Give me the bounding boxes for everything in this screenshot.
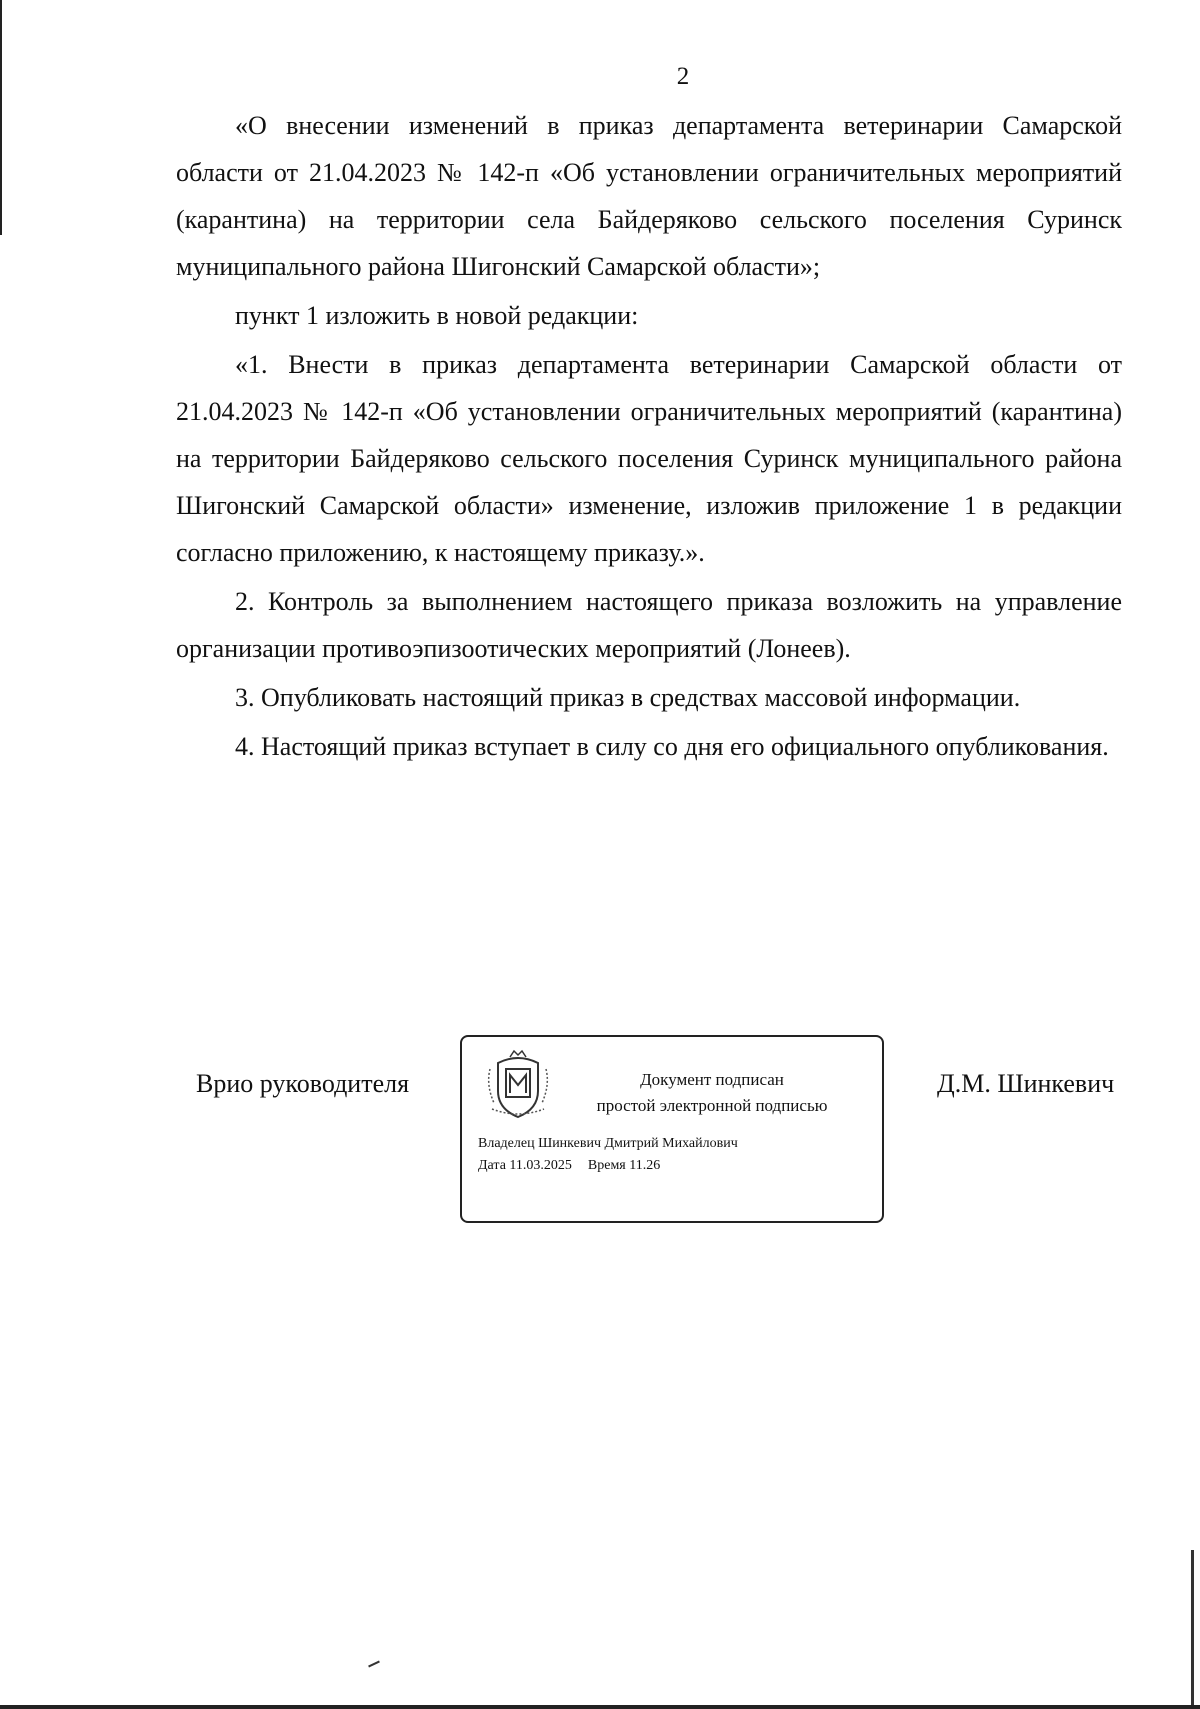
electronic-signature-stamp xyxy=(460,1035,884,1223)
signature-block xyxy=(0,1035,1200,1235)
stamp-title-line2: простой электронной подписью xyxy=(596,1096,828,1115)
stamp-title-line1: Документ подписан xyxy=(640,1070,784,1089)
scan-edge-right xyxy=(1191,1550,1194,1705)
signer-position: Врио руководителя xyxy=(196,1069,410,1098)
paragraph-clause-intro: пункт 1 изложить в новой редакции: xyxy=(235,301,639,330)
stamp-title xyxy=(562,1067,862,1119)
scan-edge-left xyxy=(0,0,2,235)
stamp-time: Время 11.26 xyxy=(587,1158,661,1173)
paragraph-clause-3: 3. Опубликовать настоящий приказ в средствах массовой информации. xyxy=(235,683,1021,712)
paragraph-clause-1: «1. Внести в приказ департамента ветеринарии Самарской области от 21.04.2023 № 142-п «Об установлении ограничительных мероприятий (карантина) на территории Байдеряково сельского поселения Суринск муниципального района Шигонский Самарской области» изменение, изложив приложение 1 в редакции согласно приложению, к настоящему приказу.». xyxy=(176,350,1122,567)
stamp-date: Дата 11.03.2025 xyxy=(478,1158,572,1173)
document-body xyxy=(176,102,1122,770)
paragraph-clause-2: 2. Контроль за выполнением настоящего приказа возложить на управление организации противоэпизоотических мероприятий (Лонеев). xyxy=(176,587,1122,663)
stamp-datetime xyxy=(478,1155,738,1177)
coat-of-arms-icon xyxy=(484,1049,552,1121)
scan-mark xyxy=(368,1661,380,1668)
paragraph-clause-4: 4. Настоящий приказ вступает в силу со дня его официального опубликования. xyxy=(235,732,1109,761)
stamp-owner: Владелец Шинкевич Дмитрий Михайлович xyxy=(478,1136,738,1151)
scan-edge-bottom xyxy=(0,1705,1200,1709)
page-number: 2 xyxy=(676,63,690,90)
signer-name: Д.М. Шинкевич xyxy=(937,1069,1115,1098)
stamp-meta xyxy=(478,1133,738,1177)
paragraph-amendment-title: «О внесении изменений в приказ департамента ветеринарии Самарской области от 21.04.2023 № 142-п «Об установлении ограничительных мероприятий (карантина) на территории села Байдеряково сельского поселения Суринск муниципального района Шигонский Самарской области»; xyxy=(176,111,1122,281)
